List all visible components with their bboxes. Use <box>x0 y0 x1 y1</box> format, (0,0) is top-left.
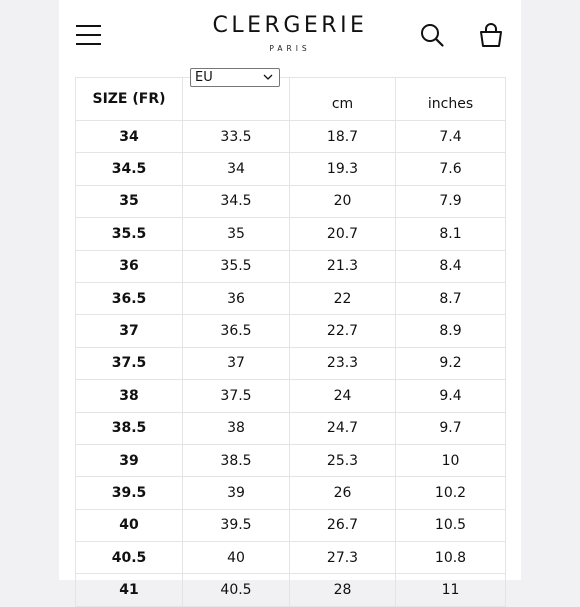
table-row <box>76 542 506 574</box>
size-cm-cell: 22 <box>290 282 396 314</box>
chevron-down-icon <box>263 73 273 81</box>
size-chart <box>75 0 505 599</box>
size-fr-cell: 36 <box>76 250 183 282</box>
size-eu-cell: 37.5 <box>183 380 290 412</box>
size-fr-cell: 39 <box>76 444 183 476</box>
size-cm-cell: 27.3 <box>290 542 396 574</box>
size-inches-cell: 10.8 <box>396 542 506 574</box>
size-inches-cell: 7.4 <box>396 121 506 153</box>
size-eu-cell: 39 <box>183 477 290 509</box>
size-cm-cell: 25.3 <box>290 444 396 476</box>
size-inches-cell: 10 <box>396 444 506 476</box>
size-inches-cell: 9.7 <box>396 412 506 444</box>
size-cm-cell: 18.7 <box>290 121 396 153</box>
hamburger-menu-icon[interactable] <box>76 24 101 46</box>
column-header-cm: cm <box>290 78 396 121</box>
size-inches-cell: 10.2 <box>396 477 506 509</box>
shopping-bag-icon[interactable] <box>479 22 503 48</box>
size-eu-cell: 38.5 <box>183 444 290 476</box>
size-fr-cell: 36.5 <box>76 282 183 314</box>
size-cm-cell: 22.7 <box>290 315 396 347</box>
size-eu-cell: 35.5 <box>183 250 290 282</box>
table-row <box>76 282 506 314</box>
unit-select-value: EU <box>195 70 213 85</box>
table-row <box>76 509 506 541</box>
size-cm-cell: 24 <box>290 380 396 412</box>
table-row <box>76 347 506 379</box>
table-row <box>76 185 506 217</box>
size-fr-cell: 38.5 <box>76 412 183 444</box>
size-fr-cell: 40.5 <box>76 542 183 574</box>
brand-logo[interactable]: CLERGERIE <box>212 13 368 38</box>
table-row <box>76 574 506 606</box>
size-cm-cell: 20 <box>290 185 396 217</box>
size-fr-cell: 34 <box>76 121 183 153</box>
size-cm-cell: 28 <box>290 574 396 606</box>
size-cm-cell: 26.7 <box>290 509 396 541</box>
size-fr-cell: 35.5 <box>76 218 183 250</box>
brand-logo-subtitle: PARIS <box>269 44 311 53</box>
table-row <box>76 218 506 250</box>
size-fr-cell: 34.5 <box>76 153 183 185</box>
size-inches-cell: 8.9 <box>396 315 506 347</box>
size-eu-cell: 40.5 <box>183 574 290 606</box>
size-eu-cell: 35 <box>183 218 290 250</box>
column-header-size-fr: SIZE (FR) <box>76 78 183 121</box>
size-inches-cell: 8.1 <box>396 218 506 250</box>
size-eu-cell: 38 <box>183 412 290 444</box>
size-inches-cell: 7.6 <box>396 153 506 185</box>
size-eu-cell: 40 <box>183 542 290 574</box>
size-cm-cell: 21.3 <box>290 250 396 282</box>
size-fr-cell: 39.5 <box>76 477 183 509</box>
table-row <box>76 250 506 282</box>
size-eu-cell: 36.5 <box>183 315 290 347</box>
size-fr-cell: 41 <box>76 574 183 606</box>
search-icon[interactable] <box>420 23 444 47</box>
size-inches-cell: 8.4 <box>396 250 506 282</box>
size-inches-cell: 7.9 <box>396 185 506 217</box>
size-inches-cell: 11 <box>396 574 506 606</box>
size-table <box>75 77 506 607</box>
size-inches-cell: 9.4 <box>396 380 506 412</box>
page <box>59 0 521 599</box>
table-row <box>76 315 506 347</box>
size-cm-cell: 23.3 <box>290 347 396 379</box>
size-inches-cell: 8.7 <box>396 282 506 314</box>
size-eu-cell: 36 <box>183 282 290 314</box>
column-header-inches: inches <box>396 78 506 121</box>
size-cm-cell: 20.7 <box>290 218 396 250</box>
size-cm-cell: 26 <box>290 477 396 509</box>
size-fr-cell: 37 <box>76 315 183 347</box>
size-fr-cell: 38 <box>76 380 183 412</box>
size-fr-cell: 35 <box>76 185 183 217</box>
size-table-body <box>76 121 506 607</box>
size-cm-cell: 24.7 <box>290 412 396 444</box>
table-row <box>76 380 506 412</box>
table-row <box>76 444 506 476</box>
size-inches-cell: 10.5 <box>396 509 506 541</box>
size-eu-cell: 33.5 <box>183 121 290 153</box>
table-row <box>76 412 506 444</box>
unit-select[interactable] <box>190 68 280 87</box>
size-inches-cell: 9.2 <box>396 347 506 379</box>
size-eu-cell: 37 <box>183 347 290 379</box>
size-cm-cell: 19.3 <box>290 153 396 185</box>
size-eu-cell: 39.5 <box>183 509 290 541</box>
site-header <box>59 0 521 70</box>
table-row <box>76 153 506 185</box>
size-eu-cell: 34 <box>183 153 290 185</box>
table-row <box>76 121 506 153</box>
size-fr-cell: 37.5 <box>76 347 183 379</box>
size-fr-cell: 40 <box>76 509 183 541</box>
table-header-row <box>76 78 506 121</box>
table-row <box>76 477 506 509</box>
size-eu-cell: 34.5 <box>183 185 290 217</box>
